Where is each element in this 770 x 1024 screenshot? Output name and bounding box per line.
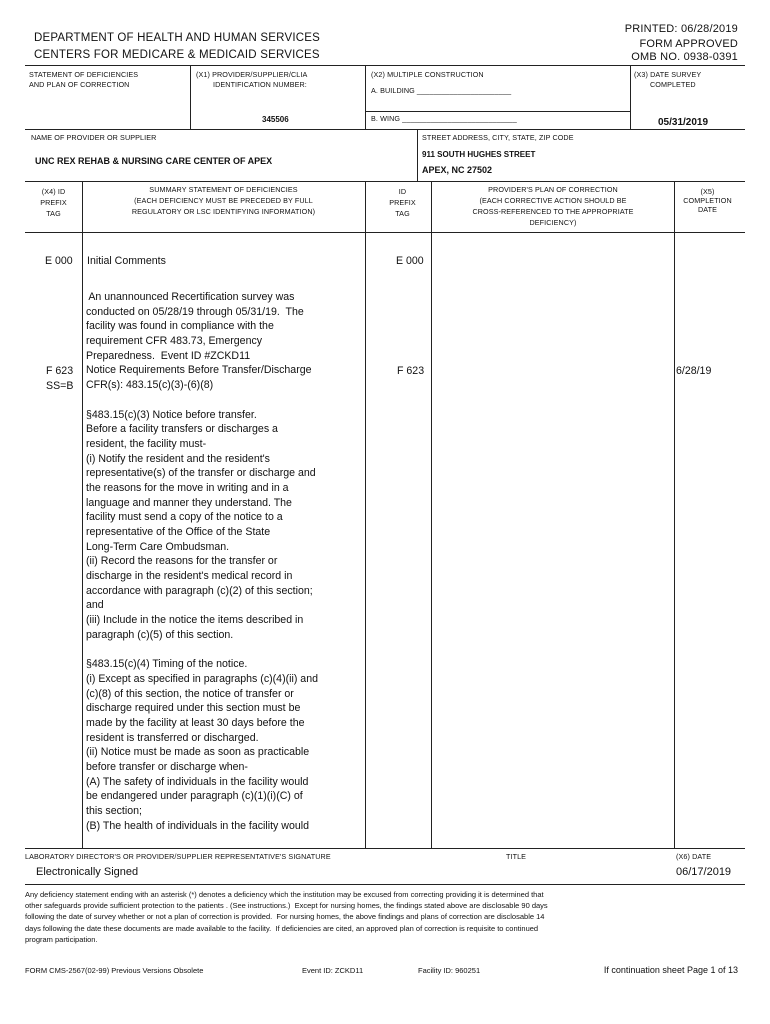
summary-line: §483.15(c)(4) Timing of the notice. [86,658,248,671]
x5-header: (X5) [700,187,715,196]
summary-line: §483.15(c)(3) Notice before transfer. [86,408,257,421]
wing-divider [365,111,630,112]
plan-header-2: (EACH CORRECTIVE ACTION SHOULD BE [479,196,627,205]
summary-body [86,290,318,833]
plan-header-4: DEFICIENCY) [529,218,577,227]
agency-title: CENTERS FOR MEDICARE & MEDICAID SERVICES [34,49,320,61]
f623-completion-date: 6/28/19 [676,365,712,377]
summary-line: requirement CFR 483.73, Emergency [86,335,263,348]
summary-line: resident, the facility must- [86,437,207,450]
summary-line: Notice Requirements Before Transfer/Discharge [86,364,312,377]
department-title: DEPARTMENT OF HEALTH AND HUMAN SERVICES [34,32,320,44]
summary-line: (iii) Include in the notice the items described in [86,614,304,627]
signature-date: 06/17/2019 [676,866,732,878]
x4-header-3: TAG [46,209,61,218]
summary-line: accordance with paragraph (c)(2) of this section; [86,584,313,597]
form-approved: FORM APPROVED [639,38,738,50]
title-label: TITLE [506,852,527,861]
x3-label-2: COMPLETED [650,80,696,89]
x1-label-2: IDENTIFICATION NUMBER: [213,80,307,89]
summary-line: (c)(8) of this section, the notice of transfer or [86,687,294,700]
col-line-1 [82,181,83,848]
top-border [25,65,745,66]
event-id: Event ID: ZCKD11 [302,966,364,975]
summary-line: the reasons for the move in writing and in a [86,481,289,494]
summary-line: before transfer or discharge when- [86,761,248,773]
summary-line: discharge required under this section must be [86,702,301,715]
address-line-1: 911 SOUTH HUGHES STREET [422,150,536,159]
x5-header-3: DATE [697,205,718,214]
id-header: ID [398,187,407,196]
provider-name: UNC REX REHAB & NURSING CARE CENTER OF APEX [35,156,273,166]
x2-label: (X2) MULTIPLE CONSTRUCTION [371,70,484,79]
page-number: If continuation sheet Page 1 of 13 [603,965,738,975]
statement-label-2: AND PLAN OF CORRECTION [29,80,130,89]
disclaimer-line: Any deficiency statement ending with an asterisk (*) denotes a deficiency which the institution may be excused from correcting providing it is determined that [25,890,544,899]
signature-top-border [25,848,745,849]
summary-line: discharge in the resident's medical record in [86,570,293,583]
f623-id-tag: F 623 [397,365,425,377]
summary-line [86,393,318,408]
provider-bottom-border [25,181,745,182]
summary-header-2: (EACH DEFICIENCY MUST BE PRECEDED BY FULL [134,196,313,205]
plan-header-3: CROSS-REFERENCED TO THE APPROPRIATE [472,207,634,216]
disclaimer-line: following the date of survey whether or not a plan of correction is provided. For nursing homes, the above findings and plans of correction are disclosable 14 [25,912,545,922]
summary-line: made by the facility at least 30 days before the [86,716,305,729]
disclaimer [25,889,548,945]
summary-line: Before a facility transfers or discharges a [86,423,278,436]
f623-scope-severity: SS=B [46,380,74,392]
summary-line: (ii) Record the reasons for the transfer or [86,555,278,568]
summary-line: representative(s) of the transfer or discharge and [86,467,316,480]
x5-header-2: COMPLETION [683,196,732,205]
summary-line: facility must send a copy of the notice to a [86,511,283,524]
x4-header: (X4) ID [41,187,66,196]
col-line-4 [674,181,675,848]
summary-line [86,643,318,658]
summary-line: CFR(s): 483.15(c)(3)-(6)(8) [86,379,214,392]
summary-line: paragraph (c)(5) of this section. [86,628,234,641]
signature-label: LABORATORY DIRECTOR'S OR PROVIDER/SUPPLIER REPRESENTATIVE'S SIGNATURE [25,852,331,861]
plan-header: PROVIDER'S PLAN OF CORRECTION [488,185,618,194]
summary-line: facility was found in compliance with the [86,320,274,333]
id-header-2: PREFIX [389,198,416,207]
disclaimer-line: program participation. [25,934,98,944]
box1-bottom-border [25,129,745,130]
summary-line: language and manner they understand. The [86,496,292,509]
summary-line: be endangered under paragraph (c)(1)(i)(C) of [86,790,303,803]
summary-line: (B) The health of individuals in the facility would [86,819,309,832]
summary-header: SUMMARY STATEMENT OF DEFICIENCIES [149,185,298,194]
summary-line: Long-Term Care Ombudsman. [86,540,230,553]
col-line-2 [365,181,366,848]
statement-label: STATEMENT OF DEFICIENCIES [29,70,139,79]
disclaimer-line: other safeguards provide sufficient protection to the patients . (See instructions.) Except for nursing homes, the findings stated above are disclosable 90 days [25,901,548,911]
x4-header-2: PREFIX [40,198,67,207]
summary-line: (i) Except as specified in paragraphs (c)(4)(ii) and [86,672,318,685]
summary-header-3: REGULATORY OR LSC IDENTIFYING INFORMATION) [131,207,316,216]
summary-line: Preparedness. Event ID #ZCKD11 [86,349,251,362]
summary-line: resident is transferred or discharged. [86,731,259,744]
address-line-2: APEX, NC 27502 [422,165,493,175]
summary-line: (i) Notify the resident and the resident's [86,452,270,465]
provider-id-number: 345506 [262,115,289,124]
x6-date-label: (X6) DATE [676,852,712,861]
address-divider [417,129,418,181]
wing-field: B. WING ____________________________ [371,114,517,123]
address-label: STREET ADDRESS, CITY, STATE, ZIP CODE [422,133,574,142]
summary-line: representative of the Office of the State [86,526,271,538]
building-field: A. BUILDING _______________________ [371,86,512,95]
f623-prefix-tag: F 623 [46,365,74,377]
e000-title: Initial Comments [87,255,166,267]
divider-x2 [365,65,366,129]
printed-date: PRINTED: 06/28/2019 [624,23,738,35]
divider-x1 [190,65,191,129]
form-number: FORM CMS-2567(02-99) Previous Versions Obsolete [25,966,204,975]
summary-line: conducted on 05/28/19 through 05/31/19. The [86,305,304,318]
x1-label: (X1) PROVIDER/SUPPLIER/CLIA [196,70,308,79]
x3-label: (X3) DATE SURVEY [634,70,702,79]
e000-prefix-tag: E 000 [45,255,73,267]
summary-line: An unannounced Recertification survey was [86,291,295,303]
e000-id-tag: E 000 [396,255,424,267]
disclaimer-line: days following the date these documents are made available to the facility. If deficiencies are cited, an approved plan of correction is requisite to continued [25,923,539,933]
survey-completed-date: 05/31/2019 [658,117,709,128]
signature-bottom-border [25,884,745,885]
signature-value: Electronically Signed [36,866,139,878]
facility-id: Facility ID: 960251 [418,966,481,975]
column-header-bottom [25,232,745,233]
omb-number: OMB NO. 0938-0391 [631,51,738,63]
col-line-3 [431,181,432,848]
summary-line: (ii) Notice must be made as soon as practicable [86,746,310,759]
summary-line: (A) The safety of individuals in the facility would [86,775,309,788]
summary-line: this section; [86,805,142,818]
id-header-3: TAG [395,209,410,218]
summary-line: and [86,599,104,612]
divider-x3 [630,65,631,129]
provider-name-label: NAME OF PROVIDER OR SUPPLIER [31,133,157,142]
